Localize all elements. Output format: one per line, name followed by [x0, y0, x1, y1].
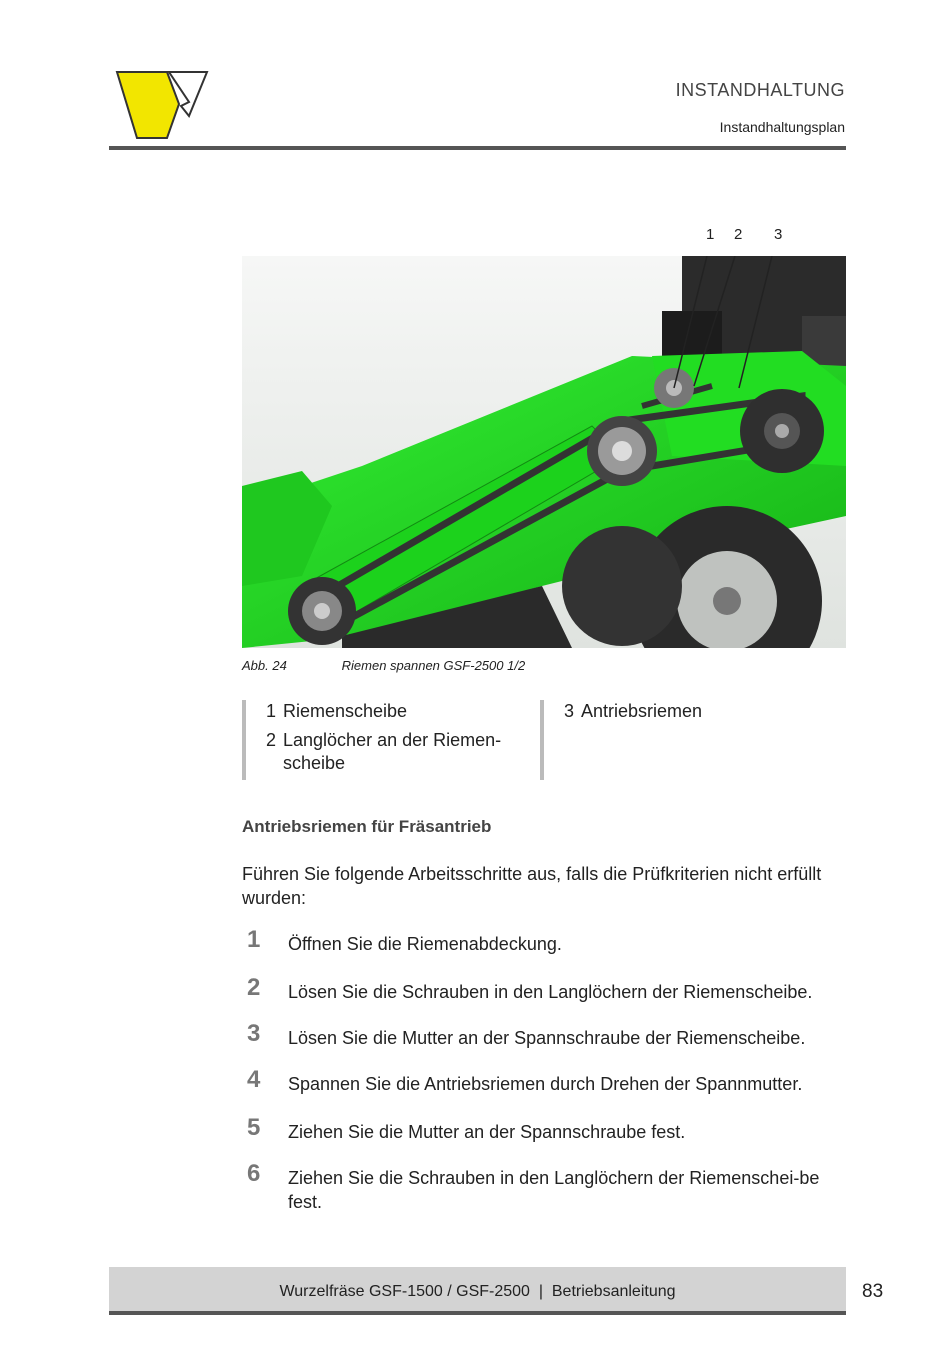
- callout-1: 1: [706, 226, 715, 243]
- legend-number: 1: [266, 701, 277, 721]
- step-number: 2: [247, 974, 261, 1001]
- legend-column-2: [540, 700, 844, 780]
- step-text: Ziehen Sie die Mutter an der Spannschraube fest.: [288, 1122, 686, 1142]
- page-number: 83: [862, 1281, 884, 1302]
- step-number: 6: [247, 1160, 261, 1187]
- header-divider: [109, 146, 846, 150]
- figure-caption: [242, 658, 525, 673]
- footer-divider: [109, 1311, 846, 1315]
- legend-item: [564, 700, 844, 723]
- footer-text: Wurzelfräse GSF-1500 / GSF-2500 | Betriebsanleitung: [279, 1283, 676, 1300]
- step-text: Lösen Sie die Mutter an der Spannschraube der Riemenscheibe.: [288, 1028, 806, 1048]
- step-text: Spannen Sie die Antriebsriemen durch Drehen der Spannmutter.: [288, 1074, 803, 1094]
- step-number: 3: [247, 1020, 261, 1047]
- legend-number: 3: [564, 701, 575, 721]
- step-text: Öffnen Sie die Riemenabdeckung.: [288, 934, 562, 954]
- intro-paragraph: Führen Sie folgende Arbeitsschritte aus, falls die Prüfkriterien nicht erfüllt wurden:: [242, 864, 822, 908]
- section-header-subtitle: Instandhaltungsplan: [719, 119, 845, 135]
- legend-text: Antriebsriemen: [581, 701, 703, 721]
- step-number: 5: [247, 1114, 261, 1141]
- legend-text: Langlöcher an der Riemen-scheibe: [283, 730, 502, 773]
- figure-label: Abb. 24: [242, 658, 287, 673]
- section-title: Antriebsriemen für Fräsantrieb: [242, 817, 492, 836]
- legend-item: [266, 729, 543, 775]
- legend-number: 2: [266, 730, 277, 750]
- section-header-title: INSTANDHALTUNG: [675, 80, 845, 100]
- step-number: 4: [247, 1066, 261, 1093]
- step-text: Lösen Sie die Schrauben in den Langlöchern der Riemenscheibe.: [288, 982, 813, 1002]
- legend-column-1: [242, 700, 543, 780]
- company-logo: [109, 64, 215, 144]
- step-text: Ziehen Sie die Schrauben in den Langlöchern der Riemenschei-be fest.: [288, 1168, 820, 1212]
- legend-item: [266, 700, 543, 723]
- callout-3: 3: [774, 226, 783, 243]
- legend-text: Riemenscheibe: [283, 701, 408, 721]
- figure-callouts: [698, 226, 798, 250]
- figure-title: Riemen spannen GSF-2500 1/2: [341, 658, 526, 673]
- callout-2: 2: [734, 226, 743, 243]
- figure-legend: [242, 700, 846, 782]
- step-number: 1: [247, 926, 261, 953]
- machine-illustration: [242, 256, 846, 648]
